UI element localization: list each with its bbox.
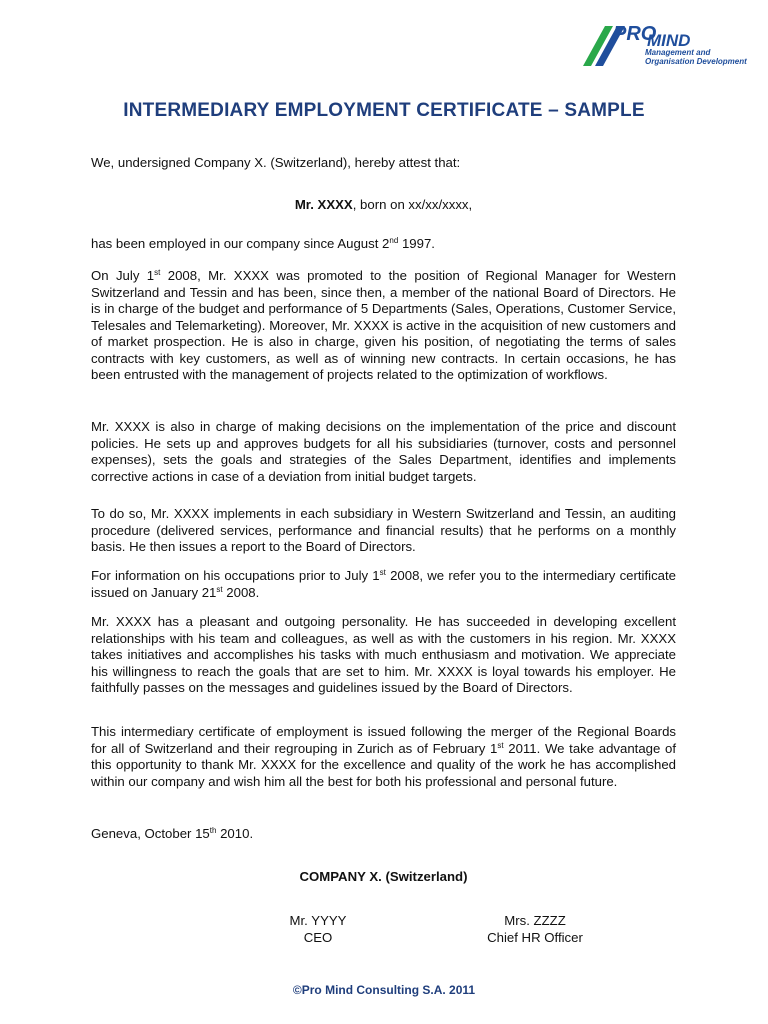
signatory-name: Mr. YYYY xyxy=(289,913,347,928)
para1-a: On July 1 xyxy=(91,268,155,283)
para4-sup2: st xyxy=(216,584,223,594)
para4-b: 2008, we refer you to the intermediary certificate issued on January 21 xyxy=(91,568,677,600)
signatory-ceo xyxy=(248,913,388,946)
logo-tagline-1: Management and xyxy=(645,48,711,57)
employee-name: Mr. XXXX xyxy=(294,197,353,212)
employee-line xyxy=(91,197,676,214)
employed-text: has been employed in our company since August 2 xyxy=(91,236,390,251)
employed-since xyxy=(91,236,676,253)
para4-c: 2008. xyxy=(222,584,260,600)
paragraph-6 xyxy=(91,724,676,790)
para4-a: For information on his occupations prior to July 1 xyxy=(91,568,380,583)
employed-year: 1997. xyxy=(398,236,435,251)
paragraph-3: To do so, Mr. XXXX implements in each subsidiary in Western Switzerland and Tessin, an auditing procedure (delivered services, performance and financial results) that he performs on a monthly basis. He then issues a report to the Board of Directors. xyxy=(91,506,676,554)
paragraph-5: Mr. XXXX has a pleasant and outgoing personality. He has succeeded in developing excellent relationships with his team and colleagues, as well as with the customers in his region. Mr. XXXX takes initiatives and accomplishes his tasks with much enthusiasm and motivation. We appreciate his willingness to reach the goals that are set to him. Mr. XXXX is loyal towards his employer. He faithfully passes on the messages and guidelines issued by the Board of Directors. xyxy=(91,614,676,695)
employed-sup: nd xyxy=(389,236,399,245)
para6-b: 2011. We take advantage of this opportunity to thank Mr. XXXX for the excellence and quality of the work he has accomplished within our company and wish him all the best for both his professional and personal future. xyxy=(91,740,676,789)
employee-born: , born on xx/xx/xxxx, xyxy=(352,197,473,212)
paragraph-4 xyxy=(91,568,676,601)
place-date xyxy=(91,826,676,843)
document-title: INTERMEDIARY EMPLOYMENT CERTIFICATE – SAMPLE xyxy=(123,100,645,121)
signatory-role: CEO xyxy=(303,929,333,945)
paragraph-2: Mr. XXXX is also in charge of making decisions on the implementation of the price and discount policies. He sets up and approves budgets for all his subsidiaries (turnover, costs and personnel expenses), sets the goals and strategies of the Sales Department, identifies and implements corrective actions in case of a deviation from initial budget targets. xyxy=(91,419,676,484)
logo-tagline xyxy=(645,48,747,66)
signatory-hr xyxy=(465,913,605,946)
footer-copyright: ©Pro Mind Consulting S.A. 2011 xyxy=(292,983,476,997)
signatory-role: Chief HR Officer xyxy=(487,929,583,945)
para1-sup: st xyxy=(154,268,161,277)
para6-sup: st xyxy=(497,740,504,750)
place-date-sup: th xyxy=(209,826,217,835)
company-name: COMPANY X. (Switzerland) xyxy=(299,869,468,884)
place-date-b: 2010. xyxy=(216,826,254,841)
logo-mind: MIND xyxy=(647,31,691,50)
para6-a: This intermediary certificate of employment is issued following the merger of the Regional Boards for all of Switzerland and their regrouping in Zurich as of February 1 xyxy=(91,724,676,756)
logo-pro: PRO xyxy=(613,23,657,45)
logo-tagline-2: Organisation Development xyxy=(645,57,747,66)
para1-b: 2008, Mr. XXXX was promoted to the position of Regional Manager for Western Switzerland and Tessin and has been, since then, a member of the national Board of Directors. He is in charge of the budget and performance of 5 Departments (Sales, Operations, Customer Service, Telesales and Telemarketing). Moreover, Mr. XXXX is active in the acquisition of new customers and of market prospection. He is also in charge, given his position, of negotiating the terms of sales contracts with key customers, as well as of winning new contracts. In certain occasions, he has been entrusted with the management of projects related to the optimization of workflows. xyxy=(91,268,676,382)
place-date-a: Geneva, October 15 xyxy=(91,826,210,841)
intro-text: We, undersigned Company X. (Switzerland), hereby attest that: xyxy=(91,155,461,170)
paragraph-1 xyxy=(91,268,676,384)
para4-sup1: st xyxy=(379,568,386,577)
signatory-name: Mrs. ZZZZ xyxy=(504,913,566,928)
